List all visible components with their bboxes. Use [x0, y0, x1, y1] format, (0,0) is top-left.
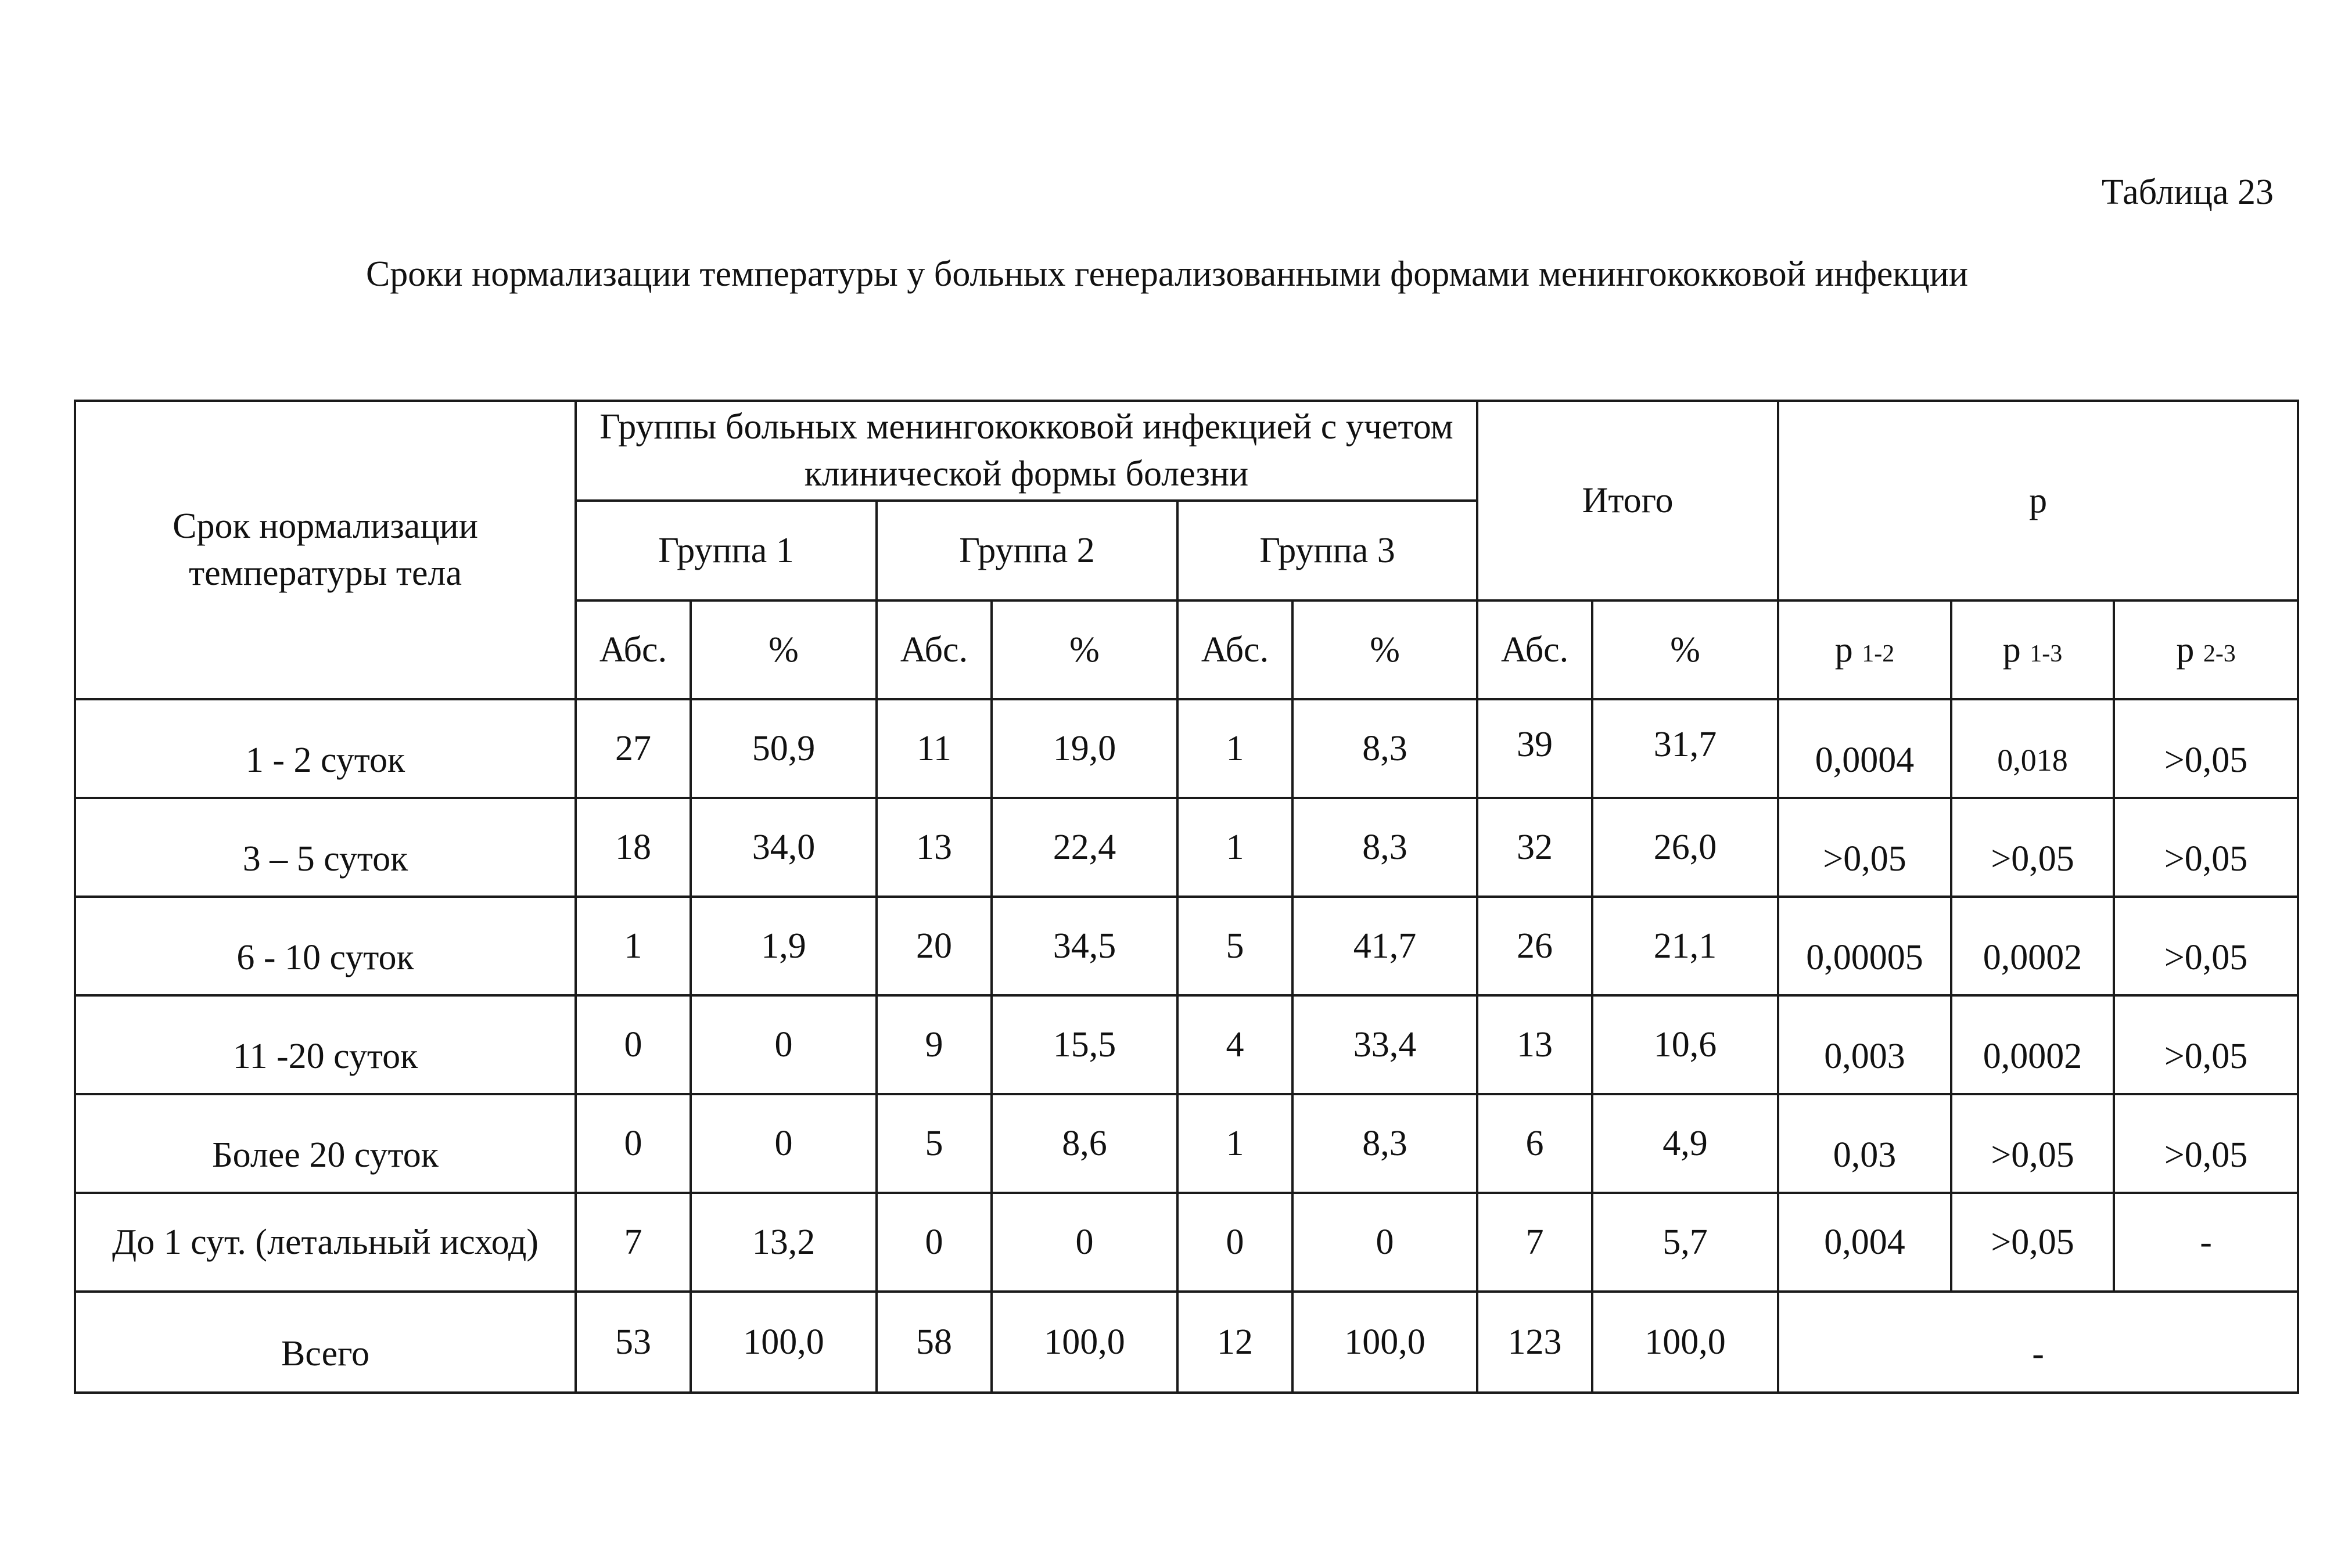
cell-g3-abs: 0 [1177, 1193, 1292, 1292]
cell-total-pct: 4,9 [1592, 1094, 1778, 1193]
cell-p13: >0,05 [1951, 1193, 2114, 1292]
row-period: Более 20 суток [75, 1094, 576, 1193]
cell-total-abs: 26 [1477, 897, 1592, 995]
cell-g3-pct: 0 [1292, 1193, 1477, 1292]
cell-g3-pct: 8,3 [1292, 699, 1477, 798]
total-g1-abs: 53 [576, 1292, 691, 1393]
p13-base: р [2002, 630, 2021, 670]
cell-total-abs: 39 [1477, 699, 1592, 798]
cell-total-pct: 5,7 [1592, 1193, 1778, 1292]
cell-g1-abs: 1 [576, 897, 691, 995]
cell-g3-abs: 1 [1177, 798, 1292, 897]
cell-p23: >0,05 [2114, 897, 2298, 995]
cell-g1-abs: 7 [576, 1193, 691, 1292]
header-p: р [1778, 401, 2298, 600]
cell-p13: 0,018 [1951, 699, 2114, 798]
cell-p12: 0,03 [1778, 1094, 1951, 1193]
cell-total-pct: 10,6 [1592, 995, 1778, 1094]
cell-p12: 0,0004 [1778, 699, 1951, 798]
cell-g2-abs: 11 [877, 699, 992, 798]
total-label: Всего [75, 1292, 576, 1393]
cell-g3-abs: 1 [1177, 1094, 1292, 1193]
total-row [75, 1292, 2298, 1393]
p23-base: р [2176, 630, 2195, 670]
cell-p23: - [2114, 1193, 2298, 1292]
cell-g2-abs: 9 [877, 995, 992, 1094]
table-row [75, 798, 2298, 897]
header-total-pct: % [1592, 600, 1778, 699]
cell-g1-pct: 13,2 [691, 1193, 877, 1292]
header-g1-pct: % [691, 600, 877, 699]
p12-sub: 1-2 [1862, 640, 1895, 667]
table-row [75, 995, 2298, 1094]
cell-p13: >0,05 [1951, 1094, 2114, 1193]
row-period: 3 – 5 суток [75, 798, 576, 897]
cell-p12: 0,003 [1778, 995, 1951, 1094]
row-period: 6 - 10 суток [75, 897, 576, 995]
cell-p23: >0,05 [2114, 798, 2298, 897]
cell-g3-pct: 41,7 [1292, 897, 1477, 995]
cell-g2-abs: 13 [877, 798, 992, 897]
header-g1-abs: Абс. [576, 600, 691, 699]
cell-p23: >0,05 [2114, 995, 2298, 1094]
cell-total-pct: 31,7 [1592, 699, 1778, 798]
cell-g2-abs: 0 [877, 1193, 992, 1292]
cell-total-abs: 7 [1477, 1193, 1592, 1292]
total-all-abs: 123 [1477, 1292, 1592, 1393]
header-p13 [1951, 600, 2114, 699]
cell-g3-pct: 8,3 [1292, 1094, 1477, 1193]
header-total: Итого [1477, 401, 1778, 600]
p13-sub: 1-3 [2030, 640, 2063, 667]
cell-g1-pct: 34,0 [691, 798, 877, 897]
cell-g3-abs: 1 [1177, 699, 1292, 798]
total-g3-pct: 100,0 [1292, 1292, 1477, 1393]
header-g2-pct: % [992, 600, 1177, 699]
cell-g1-pct: 0 [691, 1094, 877, 1193]
header-g3-abs: Абс. [1177, 600, 1292, 699]
cell-g2-abs: 20 [877, 897, 992, 995]
cell-g1-pct: 0 [691, 995, 877, 1094]
header-p23 [2114, 600, 2298, 699]
header-g2-abs: Абс. [877, 600, 992, 699]
cell-g2-pct: 15,5 [992, 995, 1177, 1094]
header-total-abs: Абс. [1477, 600, 1592, 699]
cell-total-pct: 26,0 [1592, 798, 1778, 897]
cell-p13: >0,05 [1951, 798, 2114, 897]
header-group-1: Группа 1 [576, 501, 877, 600]
header-groups-title: Группы больных менингококковой инфекцией с учетом клинической формы болезни [576, 401, 1477, 501]
row-period: До 1 сут. (летальный исход) [75, 1193, 576, 1292]
temperature-normalization-table [74, 400, 2299, 1394]
header-period: Срок нормализации температуры тела [75, 401, 576, 699]
cell-g2-abs: 5 [877, 1094, 992, 1193]
cell-p23: >0,05 [2114, 1094, 2298, 1193]
cell-g2-pct: 0 [992, 1193, 1177, 1292]
cell-g2-pct: 34,5 [992, 897, 1177, 995]
cell-p13: 0,0002 [1951, 897, 2114, 995]
cell-total-abs: 32 [1477, 798, 1592, 897]
header-g3-pct: % [1292, 600, 1477, 699]
cell-g1-abs: 0 [576, 995, 691, 1094]
cell-p12: 0,00005 [1778, 897, 1951, 995]
total-all-pct: 100,0 [1592, 1292, 1778, 1393]
cell-total-pct: 21,1 [1592, 897, 1778, 995]
total-g1-pct: 100,0 [691, 1292, 877, 1393]
row-period: 1 - 2 суток [75, 699, 576, 798]
cell-g3-abs: 5 [1177, 897, 1292, 995]
cell-g1-abs: 0 [576, 1094, 691, 1193]
header-group-2: Группа 2 [877, 501, 1177, 600]
total-p: - [1778, 1292, 2298, 1393]
cell-g2-pct: 19,0 [992, 699, 1177, 798]
table-row [75, 897, 2298, 995]
cell-p23: >0,05 [2114, 699, 2298, 798]
cell-g1-abs: 18 [576, 798, 691, 897]
cell-g2-pct: 22,4 [992, 798, 1177, 897]
cell-total-abs: 6 [1477, 1094, 1592, 1193]
table-title: Сроки нормализации температуры у больных генерализованными формами менингококковой инфекции [365, 254, 1969, 294]
table-number-label: Таблица 23 [2101, 172, 2274, 212]
cell-g3-abs: 4 [1177, 995, 1292, 1094]
cell-p12: 0,004 [1778, 1193, 1951, 1292]
row-period: 11 -20 суток [75, 995, 576, 1094]
cell-g3-pct: 8,3 [1292, 798, 1477, 897]
table-row [75, 1193, 2298, 1292]
header-p12 [1778, 600, 1951, 699]
cell-g2-pct: 8,6 [992, 1094, 1177, 1193]
table-row [75, 1094, 2298, 1193]
cell-total-abs: 13 [1477, 995, 1592, 1094]
cell-g1-abs: 27 [576, 699, 691, 798]
total-g2-abs: 58 [877, 1292, 992, 1393]
cell-g1-pct: 1,9 [691, 897, 877, 995]
cell-p13: 0,0002 [1951, 995, 2114, 1094]
cell-g1-pct: 50,9 [691, 699, 877, 798]
p12-base: р [1834, 630, 1853, 670]
cell-g3-pct: 33,4 [1292, 995, 1477, 1094]
header-group-3: Группа 3 [1177, 501, 1477, 600]
total-g2-pct: 100,0 [992, 1292, 1177, 1393]
table-row [75, 699, 2298, 798]
cell-p12: >0,05 [1778, 798, 1951, 897]
total-g3-abs: 12 [1177, 1292, 1292, 1393]
p23-sub: 2-3 [2203, 640, 2236, 667]
